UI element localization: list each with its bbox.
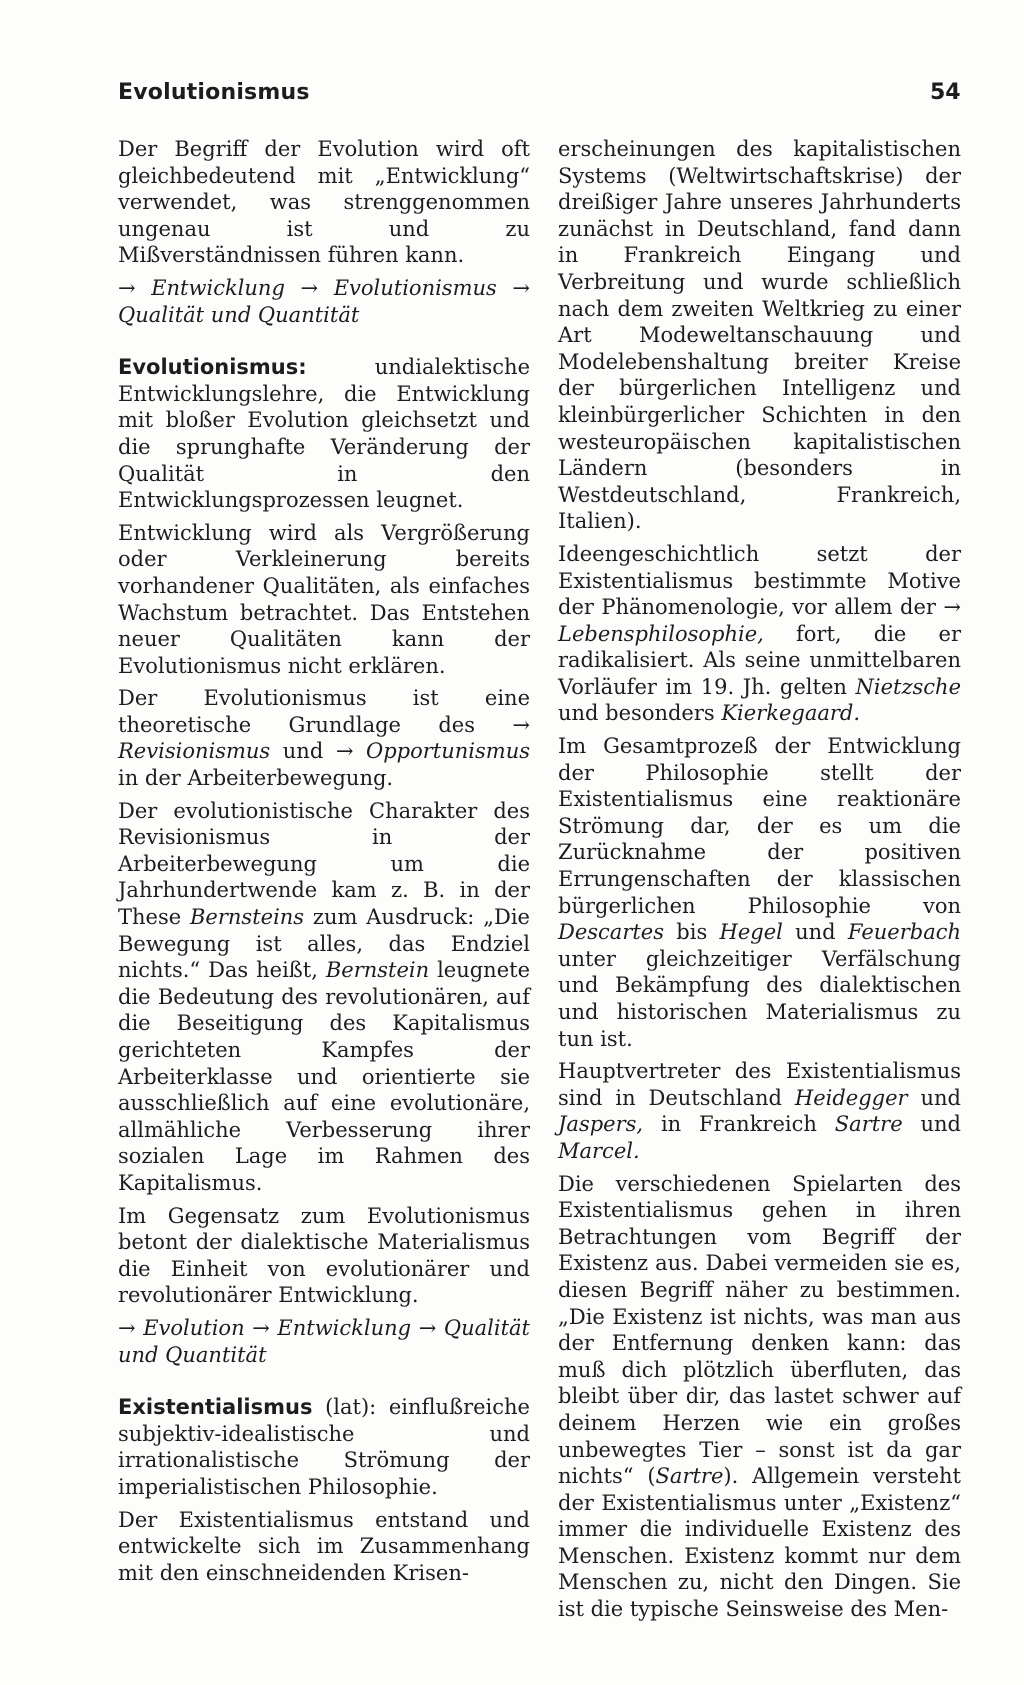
cross-reference: [118, 1315, 530, 1368]
cross-reference: [118, 275, 530, 328]
person-name: Jaspers,: [558, 1112, 644, 1137]
paragraph: [558, 1171, 961, 1623]
text-run: und: [270, 739, 336, 764]
arrow-icon: →: [943, 595, 961, 620]
xref-link[interactable]: Revisionismus: [118, 739, 271, 764]
text-run: fort, die er radikalisiert. Als seine unmittelbaren Vorläufer im 19. Jh. gelten: [558, 621, 961, 699]
arrow-icon: →: [300, 275, 319, 300]
text-run: Im Gesamtprozeß der Entwicklung der Philosophie stellt der Existentialismus eine reaktionäre Strömung dar, der es um die Zurücknahme der positiven Errungenschaften der klassischen bürgerlichen Philosophie von: [558, 734, 961, 918]
arrow-icon: →: [252, 1315, 270, 1340]
dictionary-entry: [118, 354, 530, 514]
entry-headword: Evolutionismus:: [118, 355, 307, 380]
paragraph: Der Existentialismus entstand und entwickelte sich im Zusammenhang mit den einschneidenden Krisen-: [118, 1507, 530, 1585]
person-name: Sartre: [834, 1112, 903, 1137]
arrow-icon: →: [118, 275, 136, 300]
text-run: und: [782, 920, 848, 945]
person-name: Sartre: [655, 1464, 724, 1489]
arrow-icon: →: [418, 1315, 437, 1340]
xref-link[interactable]: Entwicklung: [151, 275, 285, 300]
paragraph: Im Gegensatz zum Evolutionismus betont der dialektische Materialismus die Einheit von evolutionärer und revolutionärer Entwicklung.: [118, 1203, 530, 1308]
arrow-icon: →: [512, 712, 530, 737]
paragraph: erscheinungen des kapitalistischen Systems (Weltwirtschaftskrise) der dreißiger Jahre unseres Jahrhunderts zunächst in Deutschland, fand dann in Frankreich Eingang und Verbreitung und wurde schließlich nach dem zweiten Weltkrieg zu einer Art Modeweltanschauung und Modelebenshaltung breiter Kreise der bürgerlichen Intelligenz und kleinbürgerlicher Schichten in den westeuropäischen kapitalistischen Ländern (besonders in Westdeutschland, Frankreich, Italien).: [558, 137, 961, 534]
xref-link[interactable]: Evolutionismus: [333, 275, 497, 300]
entry-definition: undialektische Entwicklungslehre, die Entwicklung mit bloßer Evolution gleichsetzt und die sprunghafte Veränderung der Qualität in den Entwicklungsprozessen leugnet.: [118, 355, 530, 513]
paragraph: Der Begriff der Evolution wird oft gleichbedeutend mit „Entwicklung“ verwendet, was strenggenommen ungenau ist und zu Mißverständnissen führen kann.: [118, 137, 530, 268]
person-name: Heidegger: [794, 1085, 908, 1110]
dictionary-entry: [118, 1394, 530, 1500]
person-name: Descartes: [558, 920, 665, 945]
xref-link[interactable]: Entwicklung: [277, 1315, 412, 1340]
text-run: Die verschiedenen Spielarten des Existentialismus gehen in ihren Betrachtungen vom Begriff der Existenz aus. Dabei vermeiden sie es, diesen Begriff näher zu bestimmen. „Die Existenz ist nichts, was man aus der Entfernung denken kann: das muß dich plötzlich überfluten, das bleibt über dir, das lastet schwer auf deinem Herzen wie ein großes unbewegtes Tier – sonst ist da gar nichts“ (: [558, 1171, 961, 1489]
xref-link[interactable]: Qualität und Quantität: [118, 302, 360, 327]
arrow-icon: →: [512, 275, 530, 300]
xref-link[interactable]: Evolution: [143, 1315, 245, 1340]
paragraph: [118, 685, 530, 791]
person-name: Kierkegaard.: [721, 701, 861, 726]
page-number: 54: [930, 80, 961, 105]
text-run: ). Allgemein versteht der Existentialismus unter „Existenz“ immer die individuelle Existenz des Menschen. Existenz kommt nur dem Menschen zu, nicht den Dingen. Sie ist die typische Seinsweise des Men-: [558, 1464, 961, 1622]
text-run: und: [902, 1112, 961, 1137]
text-run: in Frankreich: [643, 1112, 835, 1137]
entry-headword: Existentialismus: [118, 1395, 313, 1420]
arrow-icon: →: [118, 1315, 136, 1340]
paragraph: [558, 733, 961, 1052]
person-name: Feuerbach: [847, 920, 961, 945]
right-column: [558, 136, 961, 1629]
text-run: und besonders: [558, 701, 722, 726]
paragraph: Entwicklung wird als Vergrößerung oder Verkleinerung bereits vorhandener Qualitäten, als einfaches Wachstum betrachtet. Das Entstehen neuer Qualitäten kann der Evolutionismus nicht erklären.: [118, 520, 530, 678]
person-name: Bernstein: [325, 958, 430, 983]
text-run: Der Evolutionismus ist eine theoretische Grundlage des: [118, 686, 530, 737]
paragraph: [558, 1058, 961, 1164]
person-name: Marcel.: [558, 1138, 640, 1163]
person-name: Nietzsche: [855, 674, 961, 699]
text-run: und: [907, 1085, 961, 1110]
text-run: in der Arbeiterbewegung.: [118, 766, 394, 791]
entry-definition: (lat): einflußreiche subjektiv-idealistische und irrationalistische Strömung der imperialistischen Philosophie.: [118, 1395, 530, 1499]
text-run: bis: [664, 920, 720, 945]
running-head: Evolutionismus: [118, 80, 310, 105]
person-name: Bernsteins: [190, 905, 305, 930]
person-name: Hegel: [719, 920, 783, 945]
text-run: Ideengeschichtlich setzt der Existentialismus bestimmte Motive der Phänomenologie, vor allem der: [558, 541, 961, 620]
text-run: unter gleichzeitiger Verfälschung und Bekämpfung des dialektischen und historischen Materialismus zu tun ist.: [558, 946, 961, 1051]
text-run: Der evolutionistische Charakter des Revisionismus in der Arbeiterbewegung um die Jahrhundertwende kam z. B. in der These: [118, 798, 530, 930]
text-run: leugnete die Bedeutung des revolutionären, auf die Beseitigung des Kapitalismus gerichteten Kampfes der Arbeiterklasse und orientierte sie ausschließlich auf eine evolutionäre, allmähliche Verbesserung ihrer sozialen Lage im Rahmen des Kapitalismus.: [118, 958, 531, 1195]
xref-link[interactable]: Lebensphilosophie,: [558, 621, 764, 646]
left-column: [118, 136, 530, 1592]
xref-link[interactable]: Opportunismus: [353, 739, 531, 764]
arrow-icon: →: [335, 739, 354, 764]
text-run: zum Ausdruck: „Die Bewegung ist alles, das Endziel nichts.“ Das heißt,: [118, 905, 530, 983]
paragraph: [118, 798, 530, 1197]
xref-link[interactable]: Qualität und Quantität: [118, 1315, 530, 1367]
text-run: Hauptvertreter des Existentialismus sind in Deutschland: [558, 1059, 961, 1110]
paragraph: [558, 541, 961, 727]
